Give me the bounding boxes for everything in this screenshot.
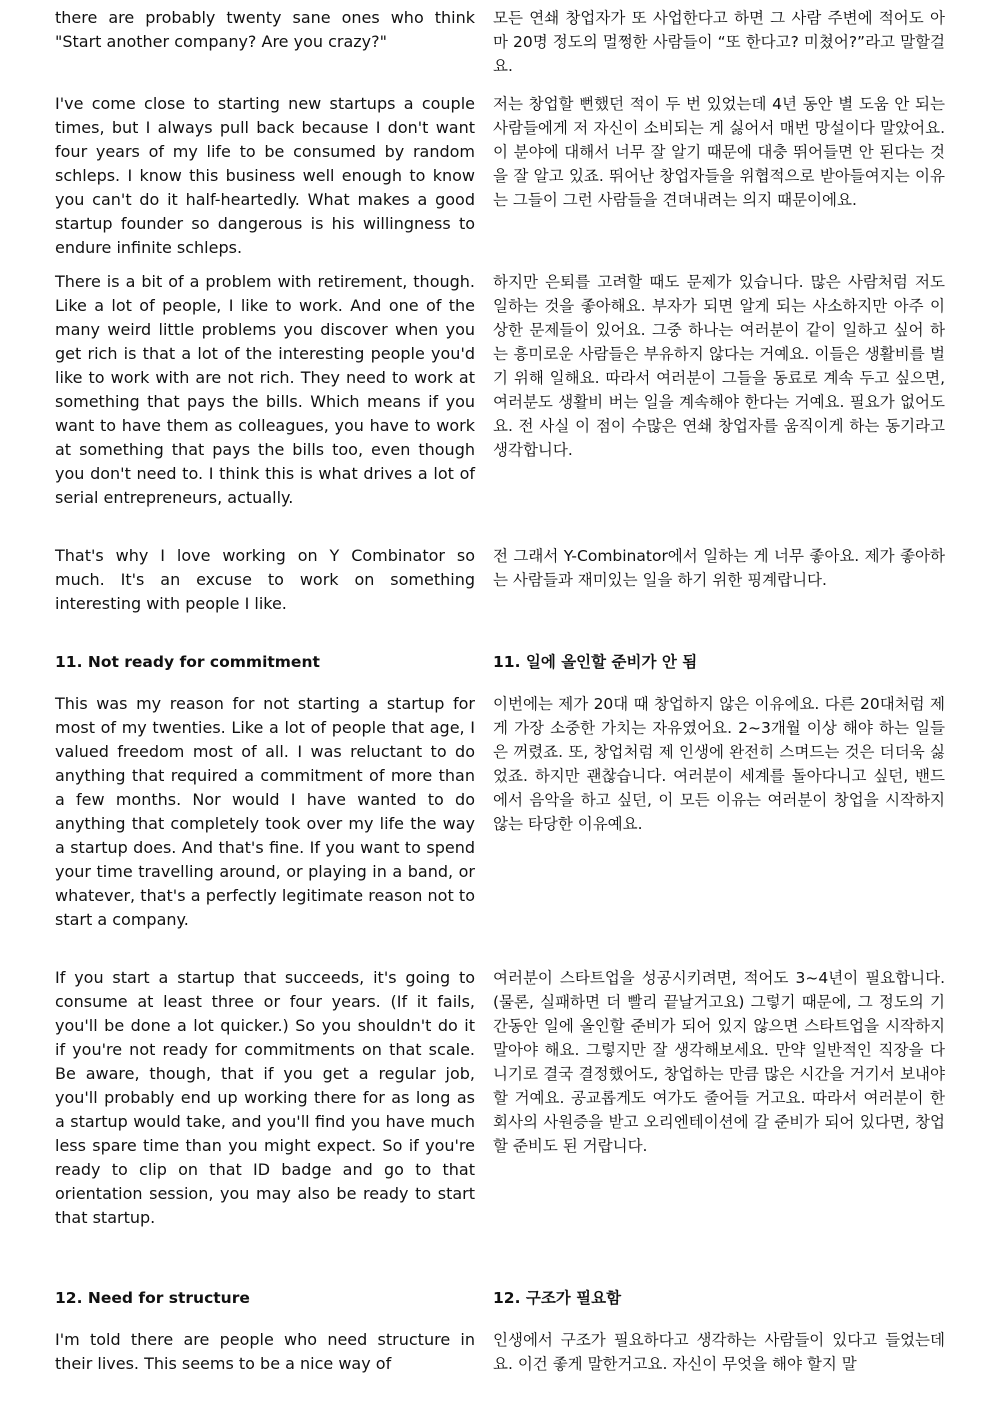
korean-paragraph: 이번에는 제가 20대 때 창업하지 않은 이유에요. 다른 20대처럼 제게 가장 소중한 가치는 자유였어요. 2~3개월 이상 해야 하는 일들은 꺼렸죠. 또, 창업처럼 제 인생에 완전히 스며드는 것은 더더욱 싫었죠. 하지만 괜찮습니다. 여러분이 세계를 돌아다니고 싶던, 밴드에서 음악을 하고 싶던, 이 모든 이유는 여러분이 창업을 시작하지 않는 타당한 이유예요. (493, 695, 945, 833)
section-heading-english: 11. Not ready for commitment (55, 653, 320, 671)
paragraph-row (55, 692, 945, 966)
english-paragraph: there are probably twenty sane ones who think "Start another company? Are you crazy?" (55, 8, 475, 51)
paragraph-row (55, 92, 945, 270)
english-paragraph: I've come close to starting new startups a couple times, but I always pull back because I don't want four years of my life to be consumed by random schleps. I know this business well enough to know you can't do it half-heartedly. What makes a good startup founder so dangerous is his willingness to endure infinite schleps. (55, 94, 475, 257)
english-paragraph: This was my reason for not starting a startup for most of my twenties. Like a lot of people that age, I valued freedom most of all. I was reluctant to do anything that required a commitment of more than a few months. Nor would I have wanted to do anything that completely took over my life the way a startup does. And that's fine. If you want to spend your time travelling around, or playing in a band, or whatever, that's a perfectly legitimate reason not to start a company. (55, 694, 475, 929)
korean-paragraph: 인생에서 구조가 필요하다고 생각하는 사람들이 있다고 들었는데요. 이건 좋게 말한거고요. 자신이 무엇을 해야 할지 말 (493, 1331, 945, 1373)
section-heading-row (55, 1286, 945, 1328)
korean-paragraph: 모든 연쇄 창업자가 또 사업한다고 하면 그 사람 주변에 적어도 아마 20명 정도의 멀쩡한 사람들이 “또 한다고? 미쳤어?”라고 말할걸요. (493, 9, 945, 75)
korean-paragraph: 저는 창업할 뻔했던 적이 두 번 있었는데 4년 동안 별 도움 안 되는 사람들에게 저 자신이 소비되는 게 싫어서 매번 망설이다 말았어요. 이 분야에 대해서 너무 잘 알기 때문에 대충 뛰어들면 안 된다는 것을 잘 알고 있죠. 뛰어난 창업자들을 위협적으로 받아들여지는 이유는 그들이 그런 사람들을 견뎌내려는 의지 때문이에요. (493, 95, 945, 209)
section-heading-korean: 12. 구조가 필요함 (493, 1289, 622, 1307)
korean-paragraph: 여러분이 스타트업을 성공시키려면, 적어도 3~4년이 필요합니다. (물론, 실패하면 더 빨리 끝날거고요) 그렇기 때문에, 그 정도의 기간동안 일에 올인할 준비가 되어 있지 않으면 스타트업을 시작하지 말아야 해요. 그렇지만 잘 생각해보세요. 만약 일반적인 직장을 다니기로 결국 결정했어도, 창업하는 만큼 많은 시간을 거기서 보내야 할 거예요. 공교롭게도 여가도 줄어들 거고요. 따라서 여러분이 한 회사의 사원증을 받고 오리엔테이션에 갈 준비가 되어 있다면, 창업할 준비도 된 거랍니다. (493, 969, 945, 1155)
english-paragraph: I'm told there are people who need structure in their lives. This seems to be a nice way of (55, 1330, 475, 1373)
paragraph-row (55, 544, 945, 630)
section-heading-english: 12. Need for structure (55, 1289, 250, 1307)
paragraph-row (55, 270, 945, 544)
english-paragraph: There is a bit of a problem with retirement, though. Like a lot of people, I like to work. And one of the many weird little problems you discover when you get rich is that a lot of the interesting people you'd like to work with are not rich. They need to work at something that pays the bills. Which means if you want to have them as colleagues, you have to work at something that pays the bills too, even though you don't need to. I think this is what drives a lot of serial entrepreneurs, actually. (55, 272, 475, 507)
english-paragraph: If you start a startup that succeeds, it's going to consume at least three or four years. (If it fails, you'll be done a lot quicker.) So you shouldn't do it if you're not ready for commitments on that scale. Be aware, though, that if you get a regular job, you'll probably end up working there for as long as a startup would take, and you'll find you have much less spare time than you might expect. So if you're ready to clip on that ID badge and go to that orientation session, you may also be ready to start that startup. (55, 968, 475, 1227)
section-heading-row (55, 650, 945, 692)
paragraph-row (55, 966, 945, 1266)
document-page (55, 6, 945, 1388)
korean-paragraph: 하지만 은퇴를 고려할 때도 문제가 있습니다. 많은 사람처럼 저도 일하는 것을 좋아해요. 부자가 되면 알게 되는 사소하지만 아주 이상한 문제들이 있어요. 그중 하나는 여러분이 같이 일하고 싶어 하는 흥미로운 사람들은 부유하지 않다는 거예요. 이들은 생활비를 벌기 위해 일해요. 따라서 여러분이 그들을 동료로 계속 두고 싶으면, 여러분도 생활비 버는 일을 계속해야 한다는 거예요. 필요가 없어도요. 전 사실 이 점이 수많은 연쇄 창업자를 움직이게 하는 동기라고 생각합니다. (493, 273, 945, 459)
paragraph-row (55, 6, 945, 92)
english-paragraph: That's why I love working on Y Combinator so much. It's an excuse to work on something interesting with people I like. (55, 546, 475, 613)
paragraph-row (55, 1328, 945, 1388)
korean-paragraph: 전 그래서 Y-Combinator에서 일하는 게 너무 좋아요. 제가 좋아하는 사람들과 재미있는 일을 하기 위한 핑계랍니다. (493, 547, 945, 589)
section-heading-korean: 11. 일에 올인할 준비가 안 됨 (493, 653, 698, 671)
